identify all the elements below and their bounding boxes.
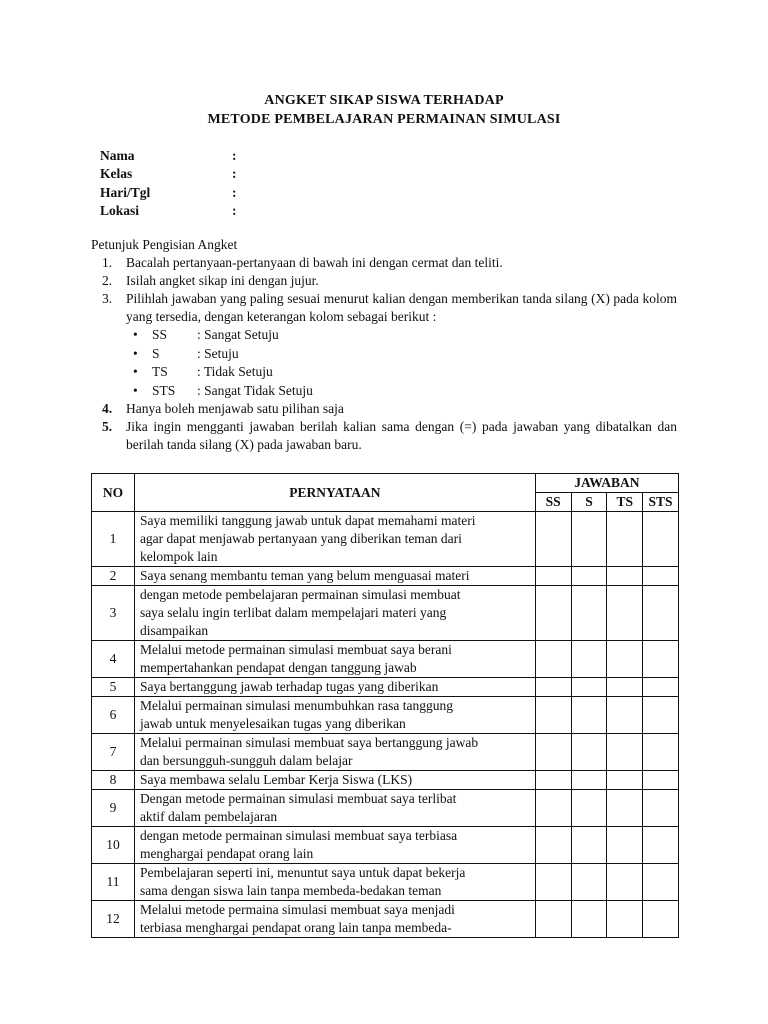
statement-line: menghargai pendapat orang lain [139,846,314,861]
identity-colon: : [232,202,237,218]
answer-cell-ss[interactable] [535,901,571,938]
table-row [92,901,679,938]
instruction-number: 3. [102,291,113,306]
instructions-list [91,254,677,454]
instruction-number: 2. [102,273,113,288]
answer-cell-ss[interactable] [535,567,571,586]
identity-label: Hari/Tgl [100,184,151,200]
answer-cell-ts[interactable] [607,864,643,901]
legend-code: S [152,345,160,361]
statement-line: disampaikan [139,623,209,638]
answer-cell-ts[interactable] [607,734,643,771]
statement-cell [134,864,535,901]
instruction-text: Isilah angket sikap ini dengan jujur. [126,273,319,288]
statement-line: Melalui metode permainan simulasi membuat saya berani [139,642,452,657]
document-title-line-2: METODE PEMBELAJARAN PERMAINAN SIMULASI [207,112,561,127]
answer-cell-sts[interactable] [643,512,679,567]
table-row [92,734,679,771]
table-row [92,678,679,697]
answer-cell-ts[interactable] [607,827,643,864]
identity-colon: : [232,166,237,182]
instruction-number: 4. [102,401,113,417]
legend-code: SS [152,327,168,342]
statement-line: dengan metode pembelajaran permainan simulasi membuat [139,587,461,602]
table-row [92,864,679,901]
bullet-icon: • [133,327,138,342]
answer-cell-ts[interactable] [607,586,643,641]
answer-cell-sts[interactable] [643,678,679,697]
row-number: 12 [92,901,135,938]
answer-cell-s[interactable] [571,567,607,586]
answer-cell-ts[interactable] [607,771,643,790]
statement-line: dengan metode permainan simulasi membuat saya terbiasa [139,828,458,843]
row-number: 1 [92,512,135,567]
identity-label: Lokasi [100,202,140,218]
answer-cell-ss[interactable] [535,864,571,901]
identity-colon: : [232,148,237,163]
answer-cell-s[interactable] [571,697,607,734]
statement-line: saya selalu ingin terlibat dalam mempelajari materi yang [139,605,447,620]
answer-cell-ts[interactable] [607,790,643,827]
statement-line: Melalui permainan simulasi menumbuhkan rasa tanggung [139,698,453,713]
answer-cell-s[interactable] [571,678,607,697]
answer-cell-sts[interactable] [643,567,679,586]
answer-cell-ss[interactable] [535,697,571,734]
answer-cell-s[interactable] [571,512,607,567]
answer-cell-ss[interactable] [535,678,571,697]
instruction-text: Pilihlah jawaban yang paling sesuai menurut kalian dengan memberikan tanda silang (X) pada kolom yang tersedia, dengan keterangan kolom sebagai berikut : [126,291,677,324]
answer-cell-s[interactable] [571,790,607,827]
answer-cell-ts[interactable] [607,641,643,678]
legend-code: STS [152,382,176,398]
legend-item [91,345,677,364]
row-number: 6 [92,697,135,734]
identity-label: Kelas [100,166,133,182]
legend-description: : Sangat Tidak Setuju [197,382,313,398]
statement-cell [134,678,535,697]
answer-cell-s[interactable] [571,864,607,901]
answer-cell-s[interactable] [571,771,607,790]
header-answer: JAWABAN [535,474,678,493]
legend-description: : Tidak Setuju [197,364,273,380]
statement-line: sama dengan siswa lain tanpa membeda-bedakan teman [139,883,442,898]
answer-cell-s[interactable] [571,586,607,641]
table-row [92,641,679,678]
answer-cell-sts[interactable] [643,901,679,938]
instructions-heading: Petunjuk Pengisian Angket [91,237,238,252]
table-row [92,790,679,827]
statement-cell [134,771,535,790]
instruction-number: 5. [102,419,113,435]
legend-code: TS [152,364,168,380]
statement-cell [134,641,535,678]
answer-cell-sts[interactable] [643,641,679,678]
statement-line: jawab untuk menyelesaikan tugas yang diberikan [139,716,406,731]
statement-line: dan bersungguh-sungguh dalam belajar [139,753,353,768]
answer-cell-ts[interactable] [607,567,643,586]
questionnaire-table [91,473,679,938]
instruction-text: Hanya boleh menjawab satu pilihan saja [126,401,344,417]
answer-cell-sts[interactable] [643,697,679,734]
table-row [92,567,679,586]
statement-cell [134,901,535,938]
questionnaire-rows [92,512,679,938]
statement-cell [134,790,535,827]
legend-description: : Sangat Setuju [197,327,279,342]
table-row [92,771,679,790]
legend-item [91,382,677,401]
instruction-item [91,400,677,418]
instruction-text: Jika ingin mengganti jawaban berilah kalian sama dengan (=) pada jawaban yang dibatalkan dan berilah tanda silang (X) pada jawaban baru. [126,419,677,453]
answer-cell-ss[interactable] [535,827,571,864]
statement-cell [134,586,535,641]
statement-line: mempertahankan pendapat dengan tanggung jawab [139,660,417,675]
answer-cell-ss[interactable] [535,790,571,827]
answer-cell-ss[interactable] [535,512,571,567]
header-option-ts: TS [607,493,643,512]
statement-cell [134,827,535,864]
table-row [92,697,679,734]
answer-cell-sts[interactable] [643,864,679,901]
header-statement: PERNYATAAN [134,474,535,512]
legend-description: : Setuju [197,345,239,361]
answer-cell-sts[interactable] [643,827,679,864]
row-number: 10 [92,827,135,864]
bullet-icon: • [133,345,138,361]
instruction-item [91,254,677,272]
statement-cell [134,697,535,734]
answer-cell-ts[interactable] [607,678,643,697]
answer-cell-sts[interactable] [643,586,679,641]
statement-line: Saya membawa selalu Lembar Kerja Siswa (LKS) [139,772,413,787]
instruction-number: 1. [102,255,113,270]
answer-cell-s[interactable] [571,827,607,864]
table-row [92,512,679,567]
instruction-item [91,418,677,454]
statement-line: Saya memiliki tanggung jawab untuk dapat memahami materi [139,513,476,528]
header-option-ss: SS [535,493,571,512]
header-no: NO [92,474,135,512]
statement-cell [134,734,535,771]
row-number: 5 [92,678,135,697]
statement-line: aktif dalam pembelajaran [139,809,278,824]
instruction-item [91,272,677,290]
header-option-sts: STS [643,493,679,512]
instruction-item [91,290,677,326]
instruction-text: Bacalah pertanyaan-pertanyaan di bawah ini dengan cermat dan teliti. [126,255,503,270]
identity-colon: : [232,184,237,200]
answer-cell-s[interactable] [571,734,607,771]
answer-cell-ts[interactable] [607,901,643,938]
header-option-s: S [571,493,607,512]
legend-item [91,326,677,345]
answer-cell-ss[interactable] [535,734,571,771]
answer-cell-ts[interactable] [607,697,643,734]
statement-cell [134,567,535,586]
answer-cell-ts[interactable] [607,512,643,567]
row-number: 4 [92,641,135,678]
statement-cell [134,512,535,567]
row-number: 9 [92,790,135,827]
answer-cell-s[interactable] [571,641,607,678]
statement-line: Pembelajaran seperti ini, menuntut saya untuk dapat bekerja [139,865,466,880]
identity-label: Nama [100,148,135,163]
row-number: 8 [92,771,135,790]
answer-cell-sts[interactable] [643,734,679,771]
statement-line: kelompok lain [139,549,218,564]
statement-line: Saya bertanggung jawab terhadap tugas yang diberikan [139,679,439,694]
table-row [92,586,679,641]
bullet-icon: • [133,364,138,380]
statement-line: Dengan metode permainan simulasi membuat saya terlibat [139,791,457,806]
answer-cell-ss[interactable] [535,641,571,678]
document-title-line-1: ANGKET SIKAP SISWA TERHADAP [264,93,504,108]
table-row [92,827,679,864]
statement-line: terbiasa menghargai pendapat orang lain tanpa membeda- [139,920,452,935]
statement-line: Melalui metode permaina simulasi membuat saya menjadi [139,902,455,917]
answer-cell-sts[interactable] [643,771,679,790]
statement-line: Saya senang membantu teman yang belum menguasai materi [139,568,470,583]
answer-cell-s[interactable] [571,901,607,938]
answer-cell-sts[interactable] [643,790,679,827]
row-number: 11 [92,864,135,901]
answer-cell-ss[interactable] [535,586,571,641]
statement-line: agar dapat menjawab pertanyaan yang diberikan teman dari [139,531,462,546]
legend-item [91,363,677,382]
answer-cell-ss[interactable] [535,771,571,790]
statement-line: Melalui permainan simulasi membuat saya bertanggung jawab [139,735,479,750]
row-number: 2 [92,567,135,586]
row-number: 3 [92,586,135,641]
row-number: 7 [92,734,135,771]
bullet-icon: • [133,382,138,398]
